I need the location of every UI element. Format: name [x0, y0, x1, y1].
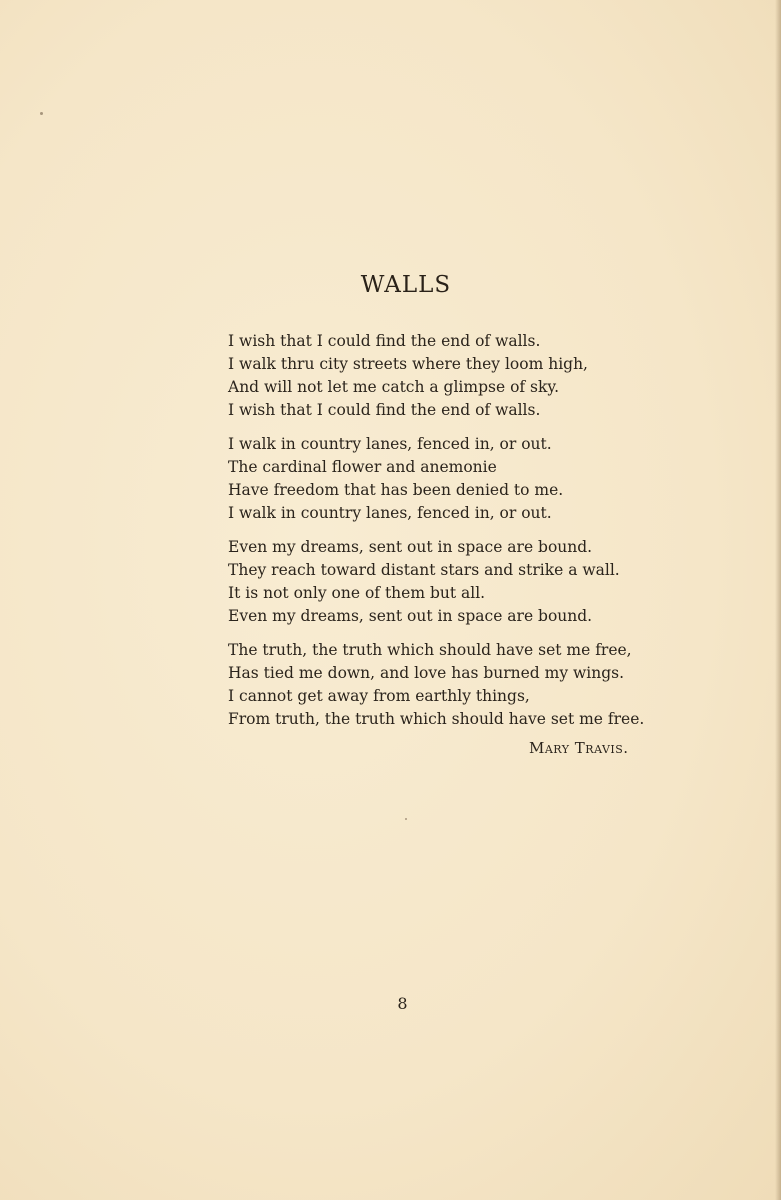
poem-line: Even my dreams, sent out in space are bound.	[228, 538, 593, 556]
poem-line: They reach toward distant stars and strike a wall.	[228, 561, 620, 579]
stanza	[228, 330, 658, 422]
poem-line: I wish that I could find the end of walls.	[228, 332, 541, 350]
poem-author: Mary Travis.	[529, 739, 629, 757]
poem-title: WALLS	[360, 272, 452, 298]
page-number: 8	[397, 994, 408, 1013]
poem-body	[228, 330, 658, 742]
stanza	[228, 639, 658, 731]
poem-line: I walk thru city streets where they loom high,	[228, 355, 588, 373]
poem-line: From truth, the truth which should have set me free.	[228, 710, 645, 728]
poem-line: The truth, the truth which should have set me free,	[228, 641, 632, 659]
paper-speck	[405, 818, 407, 820]
stanza	[228, 433, 658, 525]
poem-line: And will not let me catch a glimpse of sky.	[228, 378, 560, 396]
poem-line: Has tied me down, and love has burned my wings.	[228, 664, 625, 682]
poem-line: I walk in country lanes, fenced in, or out.	[228, 435, 552, 453]
poem-line: It is not only one of them but all.	[228, 584, 486, 602]
poem-line: I wish that I could find the end of walls.	[228, 401, 541, 419]
poem-line: I cannot get away from earthly things,	[228, 687, 530, 705]
stanza	[228, 536, 658, 628]
poem-line: Have freedom that has been denied to me.	[228, 481, 564, 499]
poem-line: The cardinal flower and anemonie	[228, 458, 497, 476]
paper-speck	[40, 112, 43, 115]
page-edge-shadow	[775, 0, 781, 1200]
poem-line: I walk in country lanes, fenced in, or out.	[228, 504, 552, 522]
poem-line: Even my dreams, sent out in space are bound.	[228, 607, 593, 625]
